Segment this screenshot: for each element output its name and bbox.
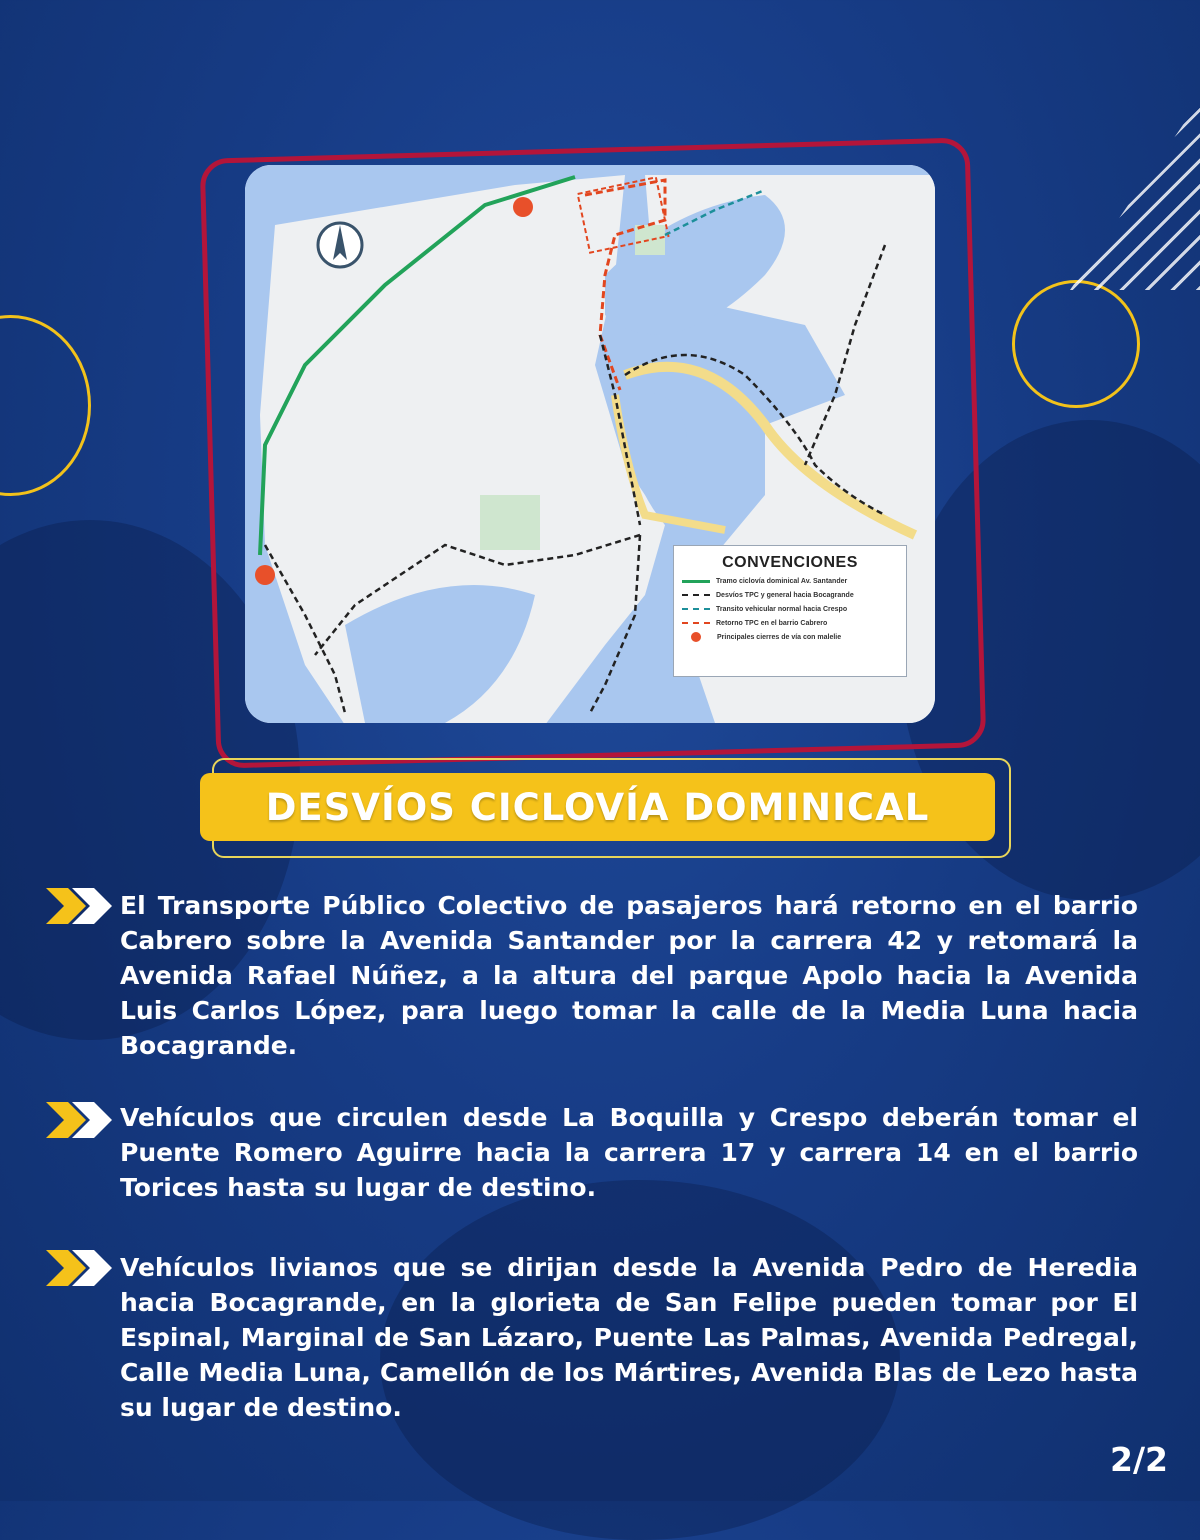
paragraph-3: Vehículos livianos que se dirijan desde la Avenida Pedro de Heredia hacia Bocagrande, en la glorieta de San Felipe pueden tomar por El Espinal, Marginal de San Lázaro, Puente Las Palmas, Avenida Pedregal, Calle Media Luna, Camellón de los Mártires, Avenida Blas de Lezo hasta su lugar de destino. bbox=[120, 1253, 1138, 1422]
map-legend bbox=[673, 545, 907, 677]
legend-label: Retorno TPC en el barrio Cabrero bbox=[716, 619, 828, 627]
legend-swatch bbox=[682, 580, 710, 583]
legend-item bbox=[682, 576, 898, 586]
chevron-bullet-icon bbox=[42, 1098, 120, 1142]
decorative-ring-left bbox=[0, 315, 91, 496]
legend-label: Tramo ciclovía dominical Av. Santander bbox=[716, 577, 848, 585]
legend-swatch bbox=[682, 622, 710, 624]
paragraph-2: Vehículos que circulen desde La Boquilla y Crespo deberán tomar el Puente Romero Aguirre hacia la carrera 17 y carrera 14 en el barrio Torices hasta su lugar de destino. bbox=[120, 1103, 1138, 1202]
decorative-ring-right bbox=[1012, 280, 1140, 408]
legend-swatch bbox=[682, 608, 710, 610]
title-banner bbox=[200, 773, 995, 841]
legend-item bbox=[682, 618, 898, 628]
chevron-bullet-icon bbox=[42, 1246, 120, 1290]
page-indicator: 2/2 bbox=[1110, 1440, 1168, 1479]
legend-label: Transito vehicular normal hacia Crespo bbox=[716, 605, 848, 613]
legend-label: Principales cierres de vía con malelie bbox=[717, 633, 842, 641]
legend-label: Desvíos TPC y general hacia Bocagrande bbox=[716, 591, 854, 599]
legend-item bbox=[682, 590, 898, 600]
decorative-hatch bbox=[1070, 100, 1200, 290]
legend-title: CONVENCIONES bbox=[722, 554, 858, 571]
legend-item bbox=[682, 604, 898, 614]
route-map bbox=[245, 165, 935, 723]
closure-marker-icon bbox=[691, 632, 701, 642]
page-title: DESVÍOS CICLOVÍA DOMINICAL bbox=[265, 785, 930, 829]
legend-item bbox=[682, 632, 898, 642]
paragraph-1: El Transporte Público Colectivo de pasajeros hará retorno en el barrio Cabrero sobre la Avenida Santander por la carrera 42 y retomará la Avenida Rafael Núñez, a la altura del parque Apolo hacia la Avenida Luis Carlos López, para luego tomar la calle de la Media Luna hacia Bocagrande. bbox=[120, 891, 1138, 1060]
legend-swatch bbox=[682, 594, 710, 596]
chevron-bullet-icon bbox=[42, 884, 120, 928]
